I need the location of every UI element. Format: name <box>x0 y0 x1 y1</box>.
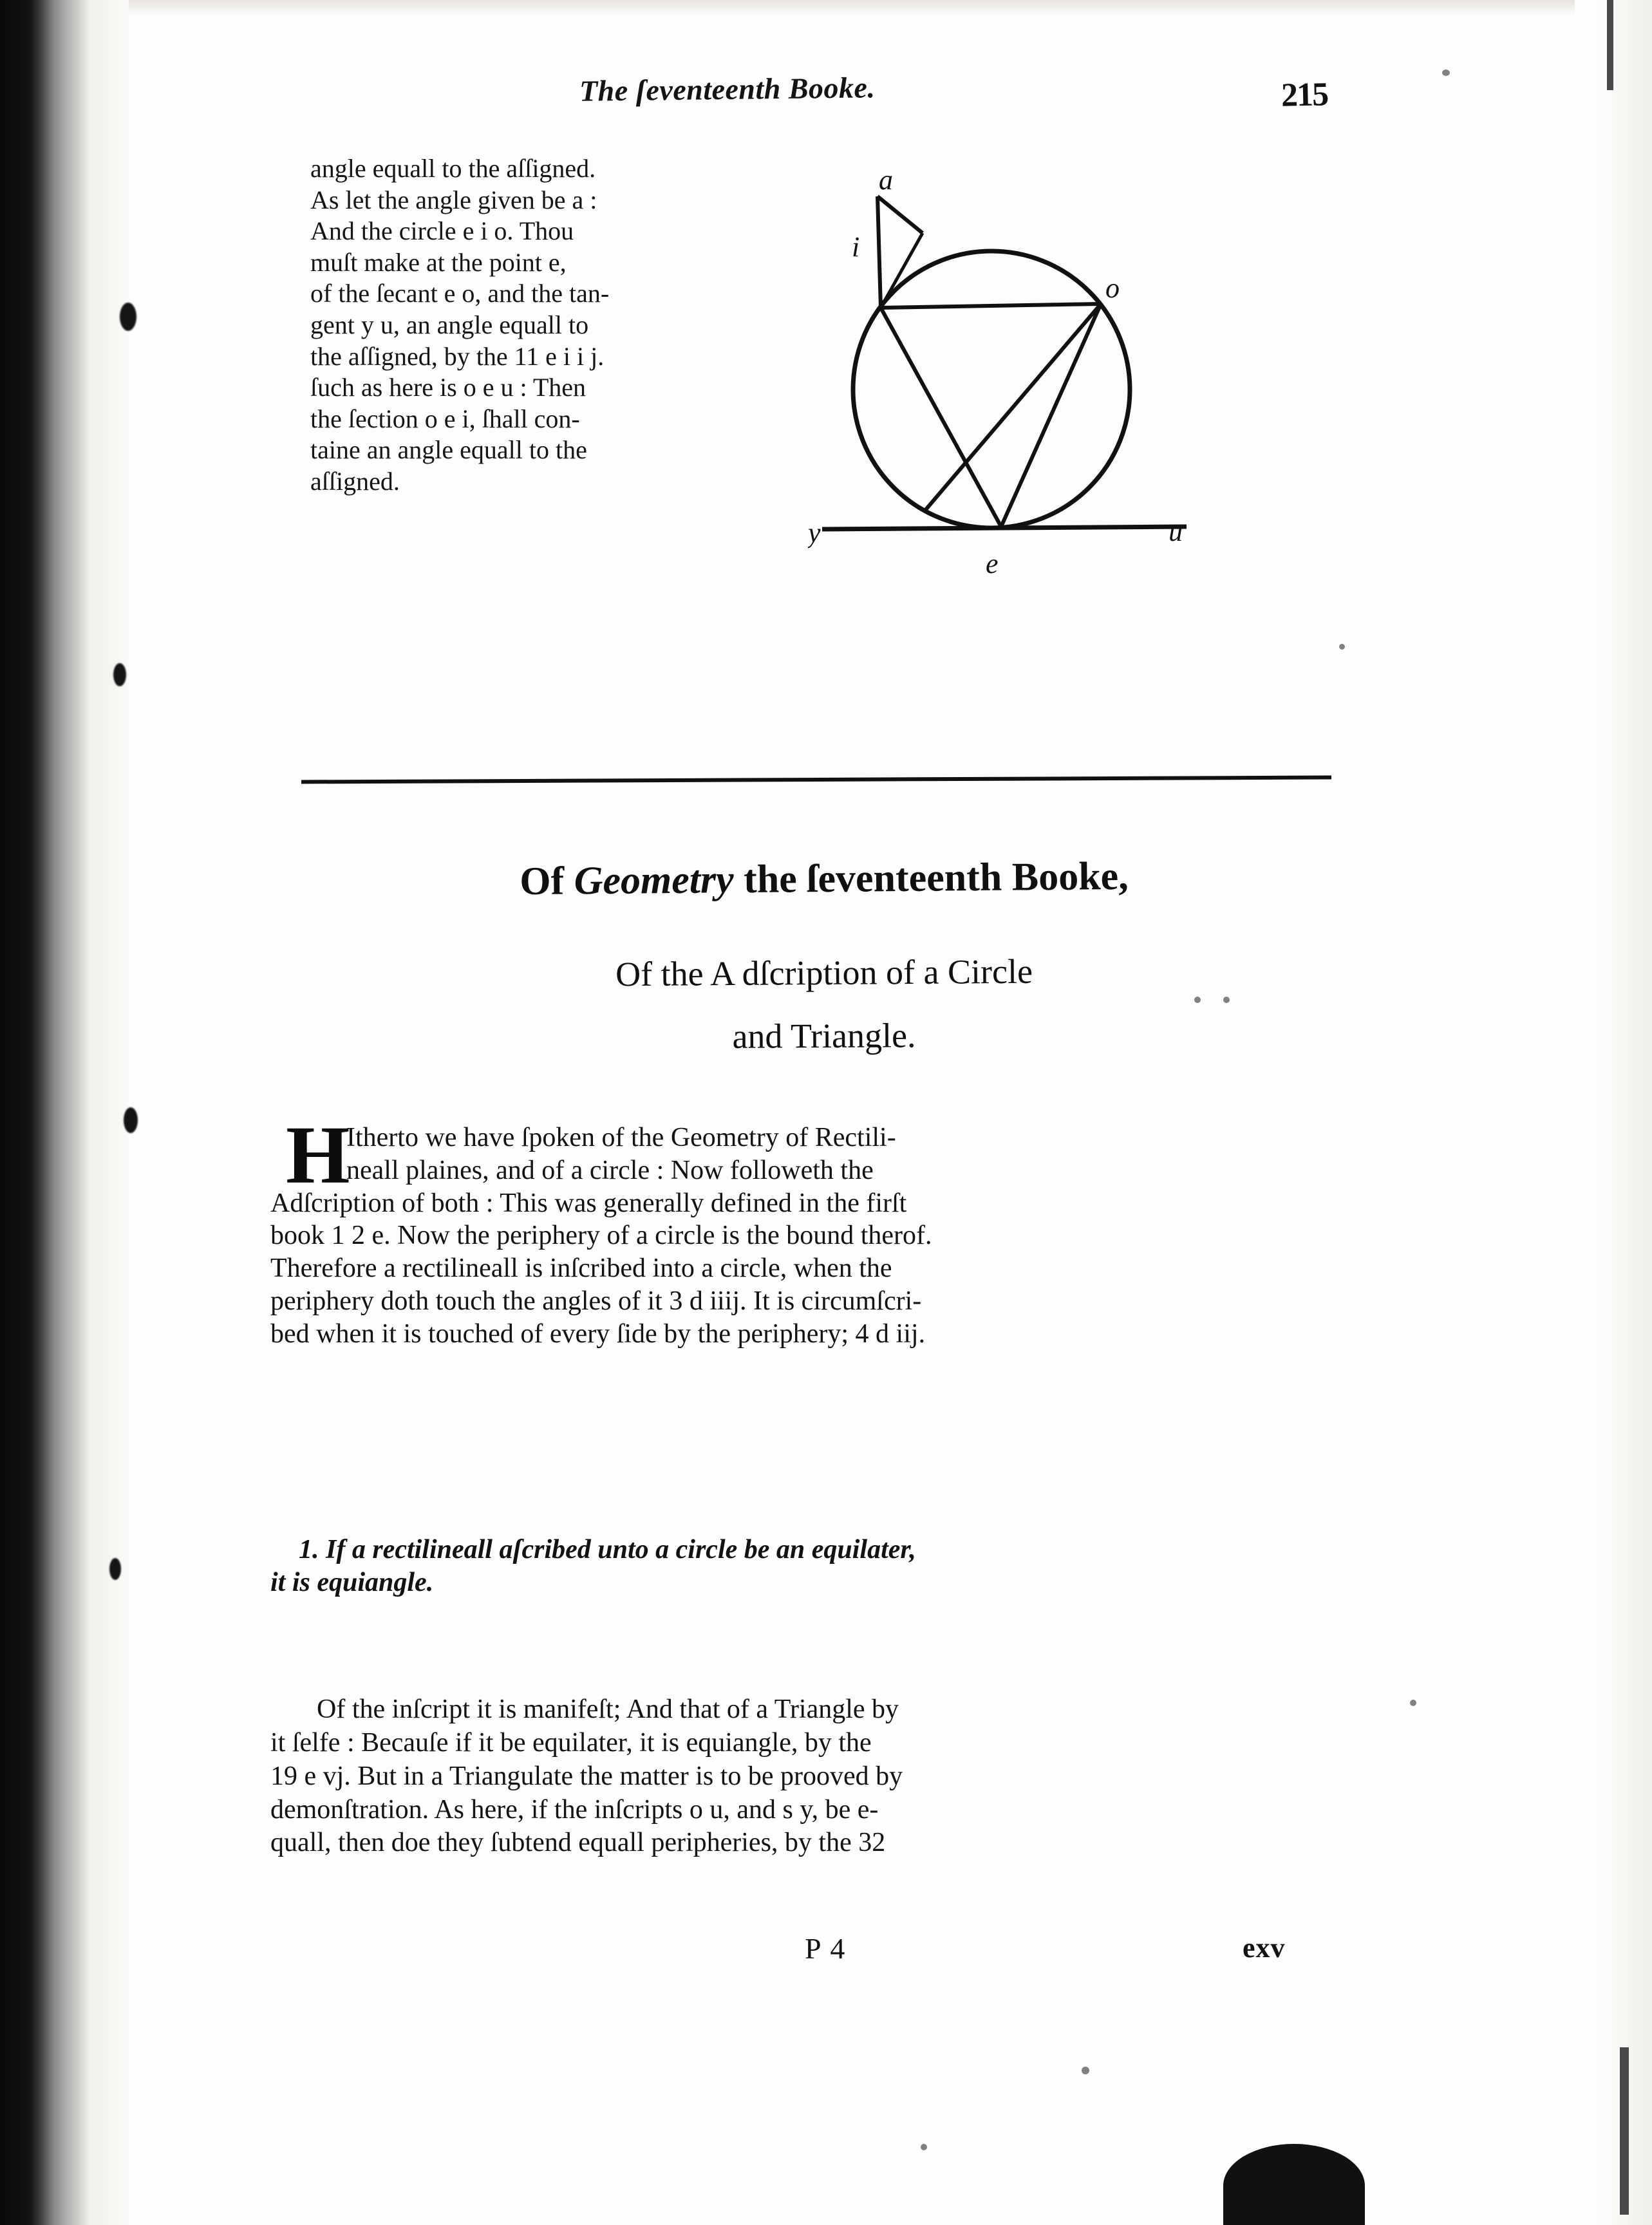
text-line: it ſelfe : Becauſe if it be equilater, it is equiangle, by the <box>270 1727 872 1758</box>
text-line: the ſection o e i, ſhall con- <box>310 404 580 433</box>
scan-speck <box>113 663 126 686</box>
text-line: 19 e vj. But in a Triangulate the matter is to be prooved by <box>270 1761 903 1791</box>
figure-label-i: i <box>852 231 860 263</box>
text-line: demonſtration. As here, if the inſcripts o u, and s y, be e- <box>270 1794 879 1825</box>
ink-speck <box>1223 997 1230 1003</box>
binding-edge-line-lower <box>1620 2047 1629 2215</box>
section-title-line2: Of the A dſcription of a Circle <box>615 952 1033 994</box>
body-paragraph-second <box>270 1693 1339 1860</box>
page-number: 215 <box>1281 76 1328 114</box>
figure-label-a: a <box>879 164 893 196</box>
text-line: of the ſecant e o, and the tan- <box>310 279 610 308</box>
section-title-line1 <box>322 852 1327 906</box>
ink-speck <box>1082 2067 1089 2074</box>
text-line: As let the angle given be a : <box>310 185 597 214</box>
text-line: Therefore a rectilineall is inſcribed into a circle, when the <box>270 1253 892 1284</box>
section-divider <box>301 776 1331 784</box>
signature-mark: P 4 <box>805 1932 847 1965</box>
title-italic-word: Geometry <box>574 858 734 903</box>
figure-label-o: o <box>1105 272 1120 304</box>
page-right-edge <box>1575 0 1652 2225</box>
body-paragraph-first <box>270 1122 1333 1351</box>
ink-speck <box>921 2144 927 2150</box>
scan-left-edge-artifact <box>0 0 129 2225</box>
page-top-shadow <box>129 0 1577 17</box>
scan-speck <box>109 1558 121 1580</box>
text-line: periphery doth touch the angles of it 3 d iiij. It is circumſcri- <box>270 1286 922 1317</box>
text-line: Itherto we have ſpoken of the Geometry of Rectili- <box>346 1123 896 1152</box>
figure-label-y: y <box>808 517 821 549</box>
ink-speck <box>1442 70 1450 76</box>
binding-edge-line <box>1607 0 1613 90</box>
text-line: book 1 2 e. Now the periphery of a circle is the bound therof. <box>270 1221 932 1251</box>
text-line: Adſcription of both : This was generally defined in the firſt <box>270 1188 907 1218</box>
catchword: exv <box>1243 1932 1286 1964</box>
corner-smudge <box>1223 2144 1365 2225</box>
text-line: Of the inſcript it is manifeſt; And that of a Triangle by <box>317 1695 899 1724</box>
drop-cap: H <box>286 1109 350 1201</box>
scan-speck <box>124 1107 138 1133</box>
proposition-text <box>270 1534 1333 1599</box>
text-line: bed when it is touched of every ſide by the periphery; 4 d iij. <box>270 1319 926 1349</box>
running-head: The ſeventeenth Booke. <box>579 71 876 108</box>
text-line: quall, then doe they ſubtend equall peripheries, by the 32 <box>270 1828 886 1858</box>
text-line: And the circle e i o. Thou <box>310 216 574 246</box>
scan-speck <box>120 303 136 331</box>
text-line: it is equiangle. <box>270 1568 434 1598</box>
text-line: gent y u, an angle equall to <box>310 310 589 339</box>
title-suffix: the ſeventeenth Booke, <box>733 854 1129 902</box>
text-line: the aſſigned, by the 11 e i i j. <box>310 341 605 371</box>
section-title-line3: and Triangle. <box>732 1016 916 1056</box>
figure-label-e: e <box>986 548 999 579</box>
text-line: muſt make at the point e, <box>310 247 567 277</box>
text-line: angle equall to the aſſigned. <box>310 154 596 183</box>
text-line: aſſigned. <box>310 466 400 496</box>
title-prefix: Of <box>520 859 575 904</box>
text-line: taine an angle equall to the <box>310 435 587 465</box>
geometry-figure <box>808 161 1201 599</box>
figure-label-u: u <box>1169 516 1183 547</box>
ink-speck <box>1339 644 1345 650</box>
text-line: ſuch as here is o e u : Then <box>310 373 587 402</box>
ink-speck <box>1410 1700 1416 1706</box>
text-line: neall plaines, and of a circle : Now followeth the <box>346 1155 874 1185</box>
ink-speck <box>1194 997 1201 1003</box>
upper-left-paragraph <box>310 153 832 498</box>
text-line: 1. If a rectilineall aſcribed unto a circle be an equilater, <box>299 1535 916 1564</box>
